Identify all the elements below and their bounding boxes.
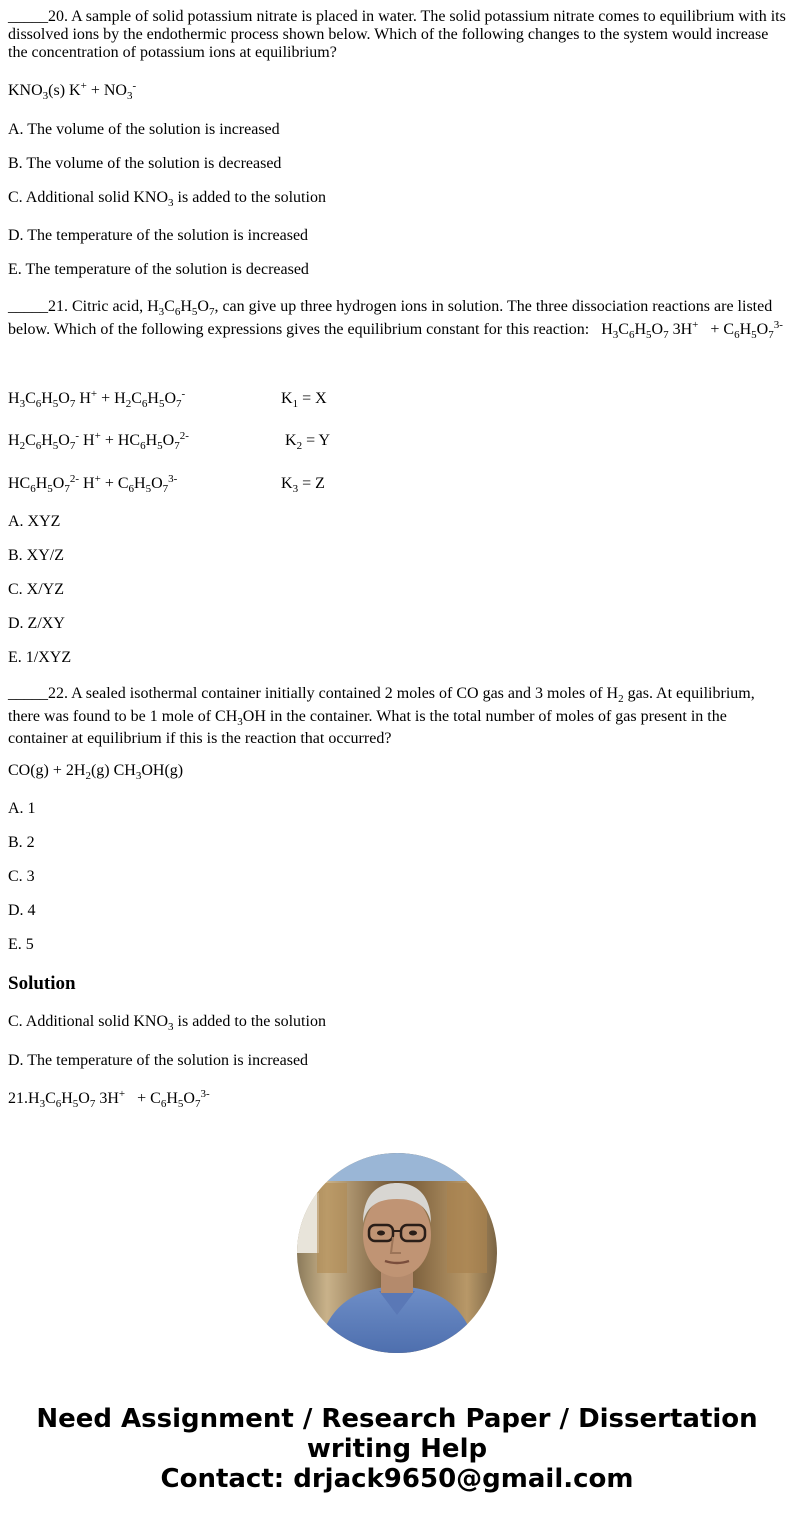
q21-k1: $K_1 = X$ xyxy=(281,390,327,410)
q21-k2: $K_2 = Y$ xyxy=(285,432,331,452)
q20-stem: _____20. A sample of solid potassium nitrate is placed in water. The solid potassium nitrate comes to equilibrium with its dissolved ions by the endothermic process shown below. Which of the following changes to the system would increase the concentration of potassium ions at equilibrium? xyxy=(8,8,786,61)
q22-stem: _____22. A sealed isothermal container initially contained 2 moles of CO gas and 3 moles of $H_2$ gas. At equilibrium, there was found to be 1 mole of $CH_3OH$ in the container. What is the total number of moles of gas present in the container at equilibrium if this is the reaction that occurred? xyxy=(8,685,755,747)
q21-option-d: D. Z/XY xyxy=(8,615,65,632)
q22-option-b: B. 2 xyxy=(8,834,35,851)
author-avatar xyxy=(297,1153,497,1353)
q22-option-d: D. 4 xyxy=(8,902,36,919)
solution-heading: Solution xyxy=(8,973,76,994)
q20-option-e: E. The temperature of the solution is decreased xyxy=(8,261,309,278)
q20-option-c: C. Additional solid $KNO_3$ is added to the solution xyxy=(8,189,326,209)
q20-option-a: A. The volume of the solution is increased xyxy=(8,121,280,138)
help-banner xyxy=(0,1404,794,1494)
q20-option-d: D. The temperature of the solution is increased xyxy=(8,227,309,244)
q21-reaction-1: $H_3C_6H_5O_7$ $H^+ + H_2C_6H_5O_7^-$ xyxy=(8,388,186,410)
q21-reaction-3: $HC_6H_5O_7^{2-}$ $H^+ + C_6H_5O_7^{3-}$ xyxy=(8,473,178,495)
q20-option-b: B. The volume of the solution is decreased xyxy=(8,155,282,172)
solution-line-3: $21.H_3C_6H_5O_7$ $3H^+ + C_6H_5O_7^{3-}$ xyxy=(8,1088,210,1110)
banner-line-1: Need Assignment / Research Paper / Dissertation xyxy=(36,1404,758,1434)
banner-contact: Contact: drjack9650@gmail.com xyxy=(160,1464,634,1494)
q21-option-b: B. XY/Z xyxy=(8,547,64,564)
q22-option-c: C. 3 xyxy=(8,868,35,885)
banner-line-2: writing Help xyxy=(306,1434,488,1464)
q21-option-a: A. XYZ xyxy=(8,513,61,530)
q21-option-e: E. 1/XYZ xyxy=(8,649,72,666)
q21-reaction-2: $H_2C_6H_5O_7^-$ $H^+ + HC_6H_5O_7^{2-}$ xyxy=(8,430,189,452)
q21-option-c: C. X/YZ xyxy=(8,581,64,598)
author-photo xyxy=(297,1153,497,1353)
solution-line-1: C. Additional solid $KNO_3$ is added to the solution xyxy=(8,1013,326,1033)
q20-equation: $KNO_3(s) K^+ + NO_3^-$ xyxy=(8,80,137,102)
q22-option-e: E. 5 xyxy=(8,936,34,953)
q21-k3: $K_3 = Z$ xyxy=(281,475,325,495)
solution-line-2: D. The temperature of the solution is increased xyxy=(8,1052,309,1069)
q21-stem: _____21. Citric acid, $H_3C_6H_5O_7$, can give up three hydrogen ions in solution. The three dissociation reactions are listed below. Which of the following expressions gives the equilibrium constant for this reaction: $H_3C_6H_5O_7$ $3H^+ + C_6H_5O_7^{3-}$ xyxy=(8,298,783,341)
q22-equation: $CO(g) + 2H_2(g)$ $CH_3OH(g)$ xyxy=(8,762,184,782)
q22-option-a: A. 1 xyxy=(8,800,36,817)
